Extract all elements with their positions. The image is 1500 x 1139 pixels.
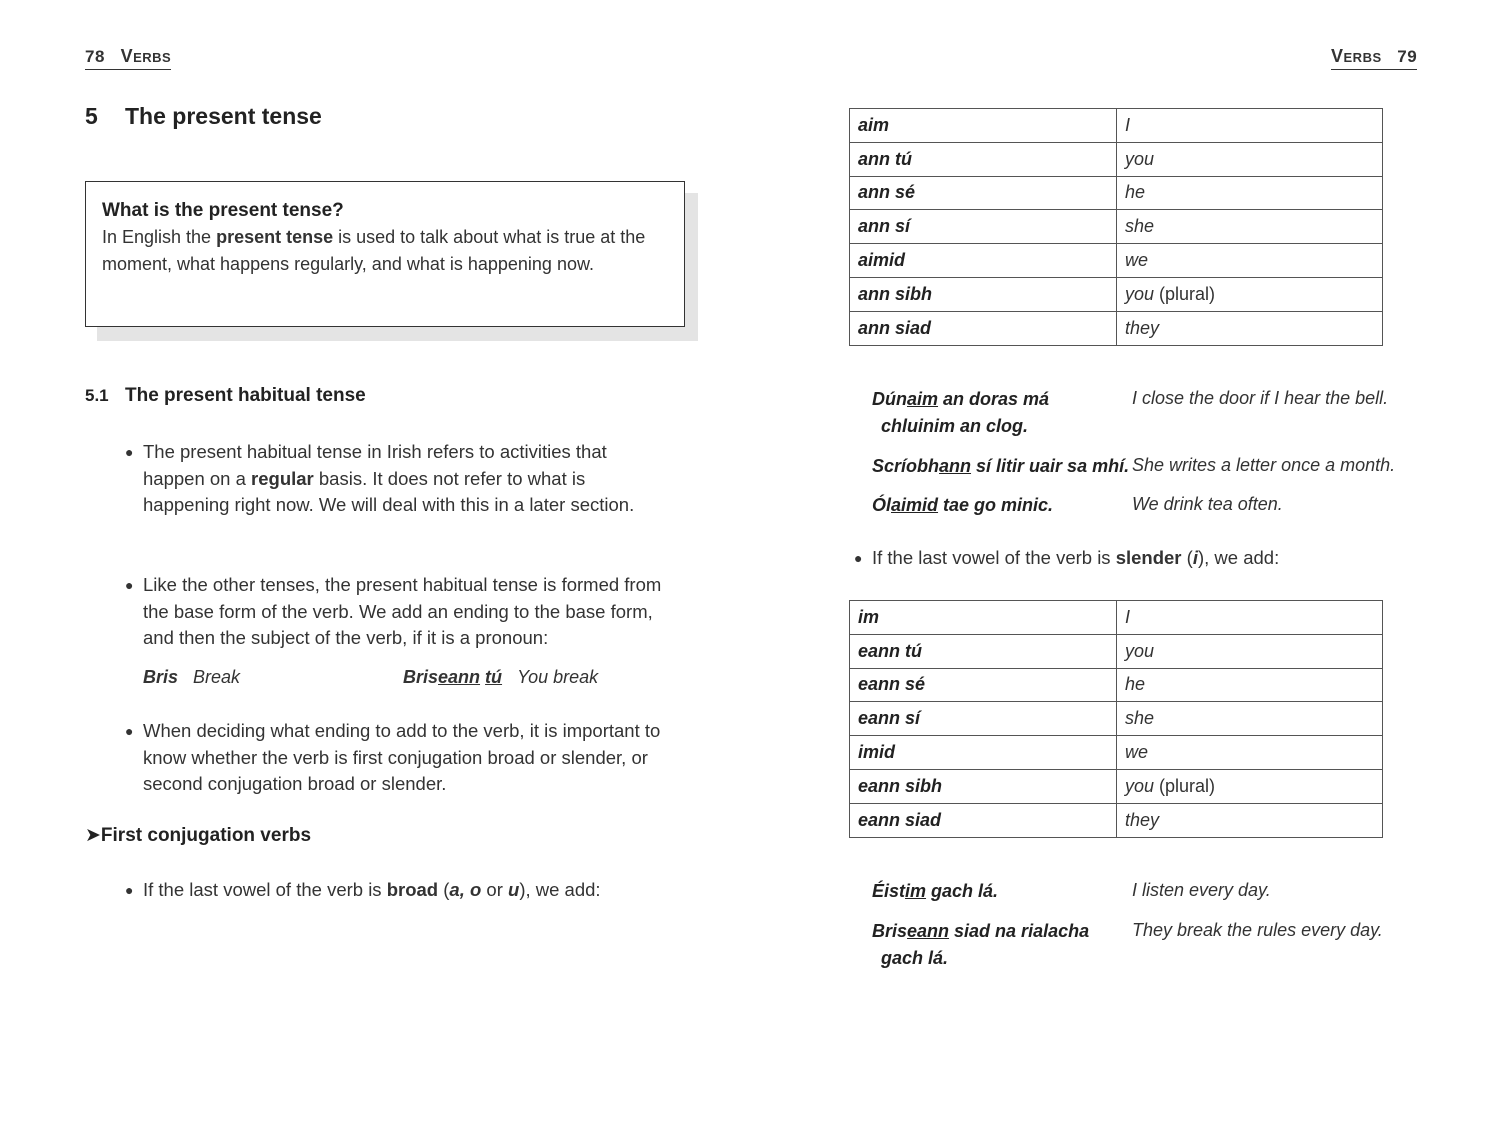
bullet-text-end: ), we add: — [1197, 547, 1280, 568]
bullet-text: Like the other tenses, the present habitual tense is formed from the base form of the verb. We add an ending to the base form, and then the subject of the verb, if it is a pronoun: — [143, 574, 662, 648]
table-row — [850, 769, 1383, 803]
english-pronoun: you — [1125, 775, 1155, 796]
broad-example-irish — [872, 386, 1122, 440]
table-row — [850, 311, 1383, 345]
example-english: You break — [517, 667, 599, 687]
example-stem: Scríobh — [872, 456, 940, 476]
english-pronoun: you — [1125, 283, 1155, 304]
example-rest: sí litir uair sa mhí. — [971, 456, 1130, 476]
first-conjugation-heading: ➤First conjugation verbs — [85, 825, 312, 846]
english-pronoun-cell — [1117, 769, 1383, 803]
english-pronoun-cell — [1117, 601, 1383, 635]
english-pronoun-cell — [1117, 176, 1383, 210]
bullet-paren: ( — [438, 879, 450, 900]
info-box-text-end: is used to talk about what is true at the moment, what happens regularly, and what is happening now. — [102, 227, 646, 274]
bullet-icon: ● — [125, 577, 134, 593]
slender-endings-table — [849, 600, 1383, 838]
left-page-number: 78 — [85, 47, 105, 66]
bullet-text-end: ), we add: — [519, 879, 601, 900]
english-pronoun-cell — [1117, 311, 1383, 345]
english-pronoun: I — [1125, 606, 1131, 627]
irish-ending-cell: eann sibh — [850, 769, 1117, 803]
example-ending: aim — [907, 389, 939, 409]
subsection-heading — [85, 385, 366, 407]
section-number: 5 — [85, 103, 98, 129]
slender-example-irish — [872, 918, 1122, 972]
bullet-text: If the last vowel of the verb is — [872, 547, 1116, 568]
table-row — [850, 176, 1383, 210]
table-row — [850, 210, 1383, 244]
info-box-bold-term: present tense — [216, 227, 334, 247]
broad-example-irish — [872, 492, 1122, 519]
english-pronoun: you — [1125, 148, 1155, 169]
bullet-text: If the last vowel of the verb is — [143, 879, 387, 900]
english-pronoun: they — [1125, 809, 1160, 830]
slender-example-english: They break the rules every day. — [1132, 920, 1383, 940]
example-ending: aimid — [891, 495, 939, 515]
table-row — [850, 736, 1383, 770]
english-qualifier: (plural) — [1154, 283, 1216, 304]
bullet-bold-term: regular — [251, 467, 314, 489]
bullet-vowels: a, o — [449, 879, 482, 900]
table-row — [850, 277, 1383, 311]
english-pronoun-cell — [1117, 109, 1383, 143]
irish-ending-cell: ann sibh — [850, 277, 1117, 311]
english-pronoun: I — [1125, 114, 1131, 135]
irish-ending-cell: eann siad — [850, 803, 1117, 837]
example-ending: ann — [939, 456, 972, 476]
bullet-vowel: i — [1192, 547, 1198, 568]
example-irish: Bris — [143, 667, 179, 687]
irish-ending-cell: ann sé — [850, 176, 1117, 210]
broad-example-english: We drink tea often. — [1132, 494, 1283, 514]
english-pronoun: we — [1125, 742, 1149, 763]
bullet-habitual-meaning — [125, 439, 643, 519]
broad-example-english: She writes a letter once a month. — [1132, 455, 1396, 475]
english-pronoun-cell — [1117, 702, 1383, 736]
bullet-or: or — [481, 879, 509, 900]
table-row — [850, 634, 1383, 668]
right-running-title: Verbs — [1331, 46, 1382, 66]
irish-ending-cell: eann sé — [850, 668, 1117, 702]
right-running-header — [1331, 46, 1417, 70]
bullet-broad-vowel — [125, 877, 703, 904]
example-stem: Éist — [872, 881, 906, 901]
example-stem: Bris — [872, 921, 908, 941]
table-row — [850, 702, 1383, 736]
info-box-body — [102, 224, 668, 277]
slender-example-irish — [872, 878, 1122, 905]
table-row — [850, 244, 1383, 278]
irish-ending-cell: ann tú — [850, 142, 1117, 176]
english-pronoun-cell — [1117, 142, 1383, 176]
bullet-bold-term: broad — [386, 879, 439, 900]
bullet-icon: ● — [125, 723, 134, 739]
irish-ending-cell: eann tú — [850, 634, 1117, 668]
english-pronoun: he — [1125, 674, 1146, 695]
english-pronoun-cell — [1117, 244, 1383, 278]
info-box — [85, 181, 685, 327]
english-pronoun-cell — [1117, 736, 1383, 770]
english-pronoun: they — [1125, 317, 1160, 338]
english-pronoun: we — [1125, 250, 1149, 271]
irish-ending-cell: aimid — [850, 244, 1117, 278]
broad-example-irish — [872, 453, 1132, 480]
example-base-form — [143, 667, 240, 688]
bullet-icon: ● — [125, 882, 134, 898]
irish-ending-cell: ann sí — [850, 210, 1117, 244]
bullet-icon: ● — [125, 444, 134, 460]
broad-endings-table — [849, 108, 1383, 346]
table-row — [850, 601, 1383, 635]
english-pronoun: she — [1125, 708, 1155, 729]
bullet-text: The present habitual tense in Irish refers to activities that happen on a — [143, 441, 607, 489]
english-pronoun-cell — [1117, 277, 1383, 311]
bullet-icon: ● — [854, 550, 863, 566]
section-title: The present tense — [125, 103, 322, 129]
subsection-number: 5.1 — [85, 386, 109, 405]
bullet-paren: ( — [1181, 547, 1193, 568]
example-conjugated — [403, 667, 598, 688]
table-row — [850, 803, 1383, 837]
info-box-text: In English the — [102, 227, 217, 247]
left-running-header — [85, 46, 171, 70]
irish-ending-cell: imid — [850, 736, 1117, 770]
example-rest: siad na rialacha — [949, 921, 1090, 941]
example-english: Break — [193, 667, 241, 687]
example-ending: im — [905, 881, 927, 901]
table-row — [850, 668, 1383, 702]
example-stem: Dún — [872, 389, 907, 409]
bullet-formation — [125, 572, 688, 652]
right-page-number: 79 — [1397, 47, 1418, 66]
bullet-bold-term: slender — [1115, 547, 1182, 568]
example-irish-pronoun: tú — [485, 667, 503, 687]
left-running-title: Verbs — [120, 46, 172, 66]
english-pronoun: you — [1125, 640, 1155, 661]
example-continuation: chluinim an clog. — [881, 416, 1029, 436]
broad-example-english: I close the door if I hear the bell. — [1132, 388, 1389, 408]
bullet-conjugation-choice — [125, 718, 683, 798]
irish-ending-cell: eann sí — [850, 702, 1117, 736]
english-pronoun-cell — [1117, 634, 1383, 668]
bullet-vowel-u: u — [508, 879, 520, 900]
english-pronoun-cell — [1117, 668, 1383, 702]
example-irish-ending: eann — [438, 667, 481, 687]
subsection-title: The present habitual tense — [125, 385, 366, 406]
example-rest: gach lá. — [926, 881, 999, 901]
example-stem: Ól — [872, 495, 892, 515]
example-ending: eann — [907, 921, 950, 941]
english-pronoun: he — [1125, 182, 1146, 203]
english-pronoun-cell — [1117, 803, 1383, 837]
example-rest: an doras má — [938, 389, 1050, 409]
example-rest: tae go minic. — [938, 495, 1054, 515]
irish-ending-cell: ann siad — [850, 311, 1117, 345]
english-pronoun-cell — [1117, 210, 1383, 244]
section-heading — [85, 103, 322, 130]
example-irish-stem: Bris — [403, 667, 439, 687]
example-continuation: gach lá. — [881, 948, 949, 968]
table-row — [850, 109, 1383, 143]
bullet-text: When deciding what ending to add to the verb, it is important to know whether the verb is first conjugation broad or slender, or second conjugation broad or slender. — [143, 720, 661, 794]
bullet-text-end: basis. It does not refer to what is happening right now. We will deal with this in a later section. — [143, 467, 635, 515]
slender-example-english: I listen every day. — [1132, 880, 1271, 900]
irish-ending-cell: im — [850, 601, 1117, 635]
irish-ending-cell: aim — [850, 109, 1117, 143]
english-pronoun: she — [1125, 216, 1155, 237]
bullet-slender-vowel — [854, 545, 1392, 572]
info-box-title: What is the present tense? — [102, 200, 344, 221]
table-row — [850, 142, 1383, 176]
english-qualifier: (plural) — [1154, 775, 1216, 796]
